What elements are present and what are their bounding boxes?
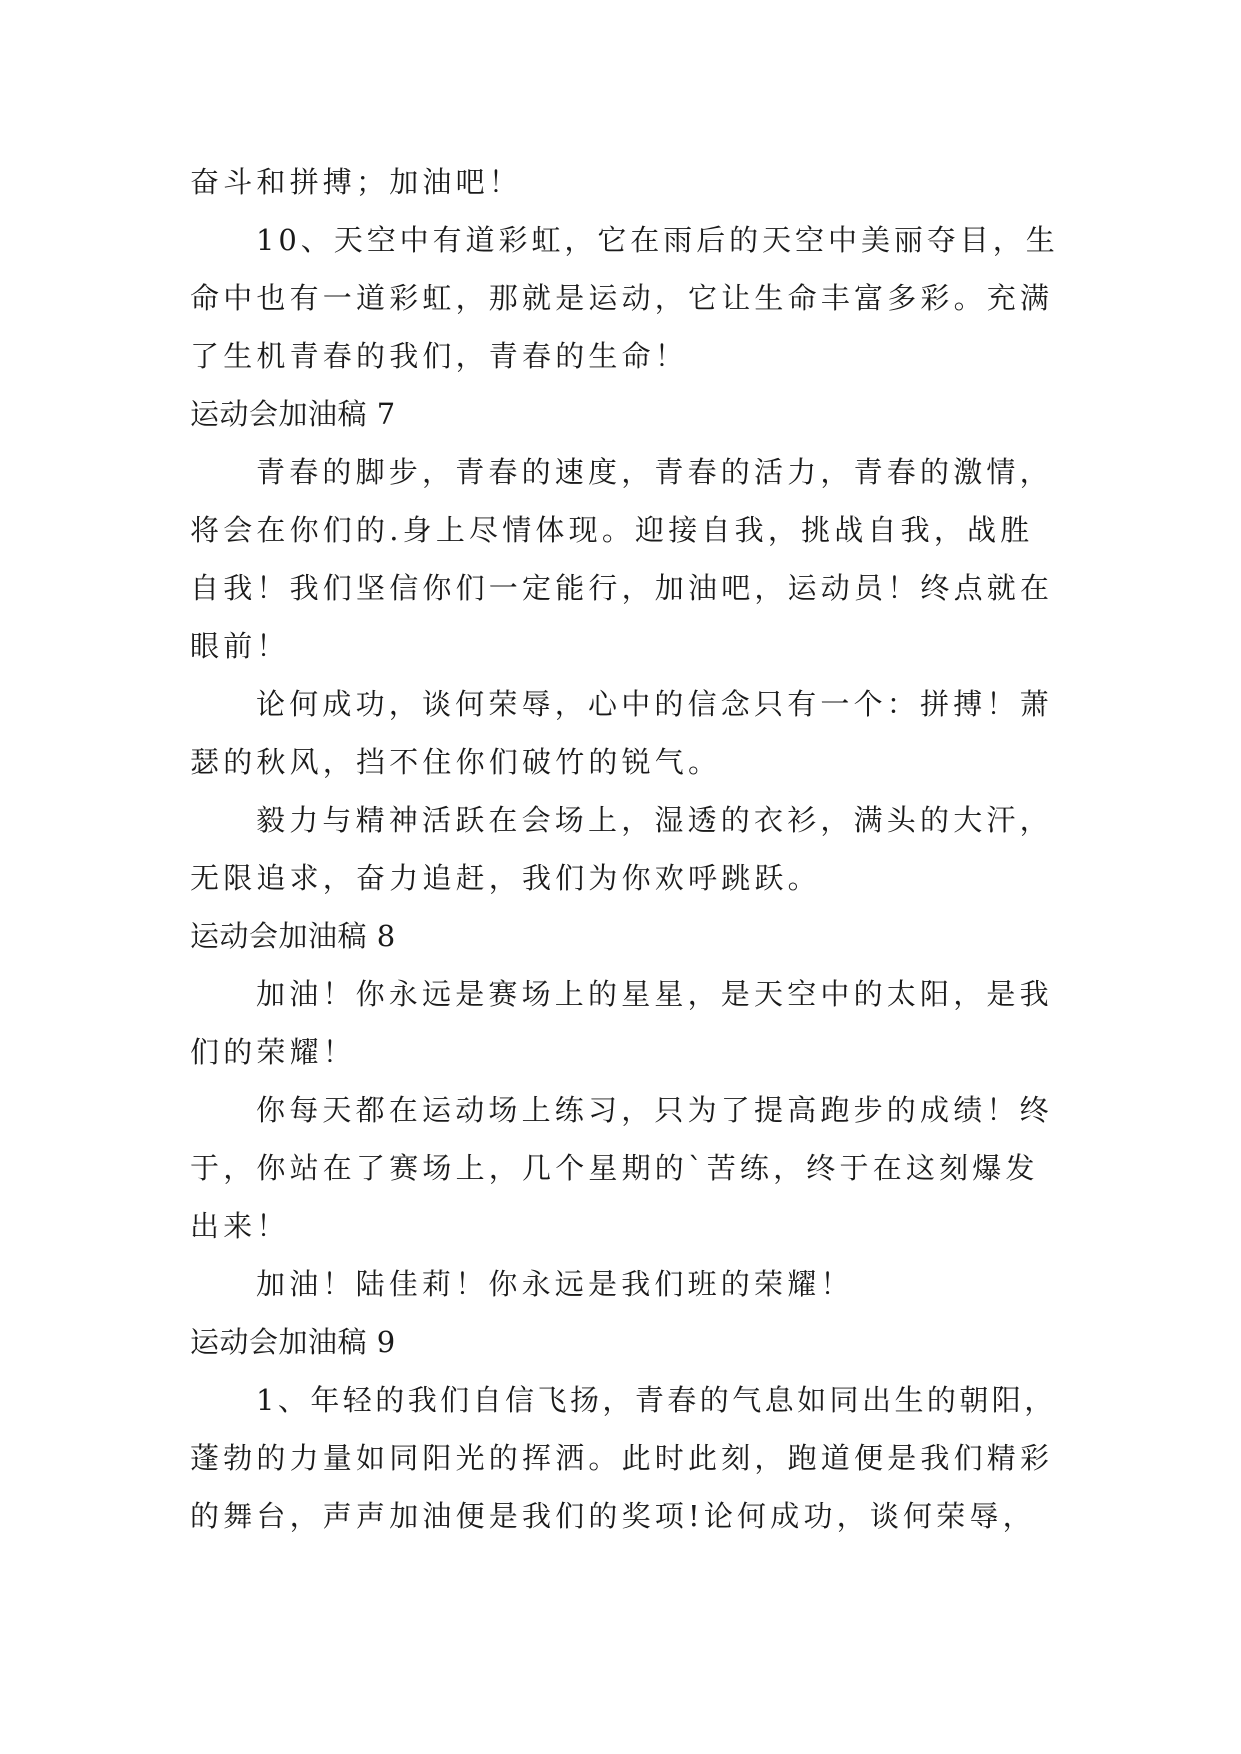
text-line: 加油！你永远是赛场上的星星，是天空中的太阳，是我 <box>256 977 1053 1011</box>
text-line: 了生机青春的我们，青春的生命！ <box>190 339 689 373</box>
text-line: 们的荣耀！ <box>190 1035 357 1069</box>
text-line: 蓬勃的力量如同阳光的挥洒。此时此刻，跑道便是我们精彩 <box>190 1441 1054 1475</box>
section-heading: 运动会加油稿 8 <box>190 919 396 953</box>
text-line: 自我！我们坚信你们一定能行，加油吧，运动员！终点就在 <box>190 571 1054 605</box>
text-line: 出来！ <box>190 1209 290 1243</box>
section-heading: 运动会加油稿 9 <box>190 1325 396 1359</box>
text-line: 1、年轻的我们自信飞扬，青春的气息如同出生的朝阳， <box>256 1383 1057 1417</box>
text-line: 10、天空中有道彩虹，它在雨后的天空中美丽夺目，生 <box>256 223 1059 257</box>
text-line: 眼前！ <box>190 629 290 663</box>
text-line: 加油！陆佳莉！你永远是我们班的荣耀！ <box>256 1267 854 1301</box>
text-line: 于，你站在了赛场上，几个星期的`苦练，终于在这刻爆发 <box>190 1151 1039 1185</box>
text-line: 将会在你们的.身上尽情体现。迎接自我，挑战自我，战胜 <box>190 513 1034 547</box>
section-heading: 运动会加油稿 7 <box>190 397 396 431</box>
text-line: 你每天都在运动场上练习，只为了提高跑步的成绩！终 <box>256 1093 1053 1127</box>
text-line: 论何成功，谈何荣辱，心中的信念只有一个：拼搏！萧 <box>256 687 1053 721</box>
text-line: 青春的脚步，青春的速度，青春的活力，青春的激情， <box>256 455 1053 489</box>
document-body <box>190 153 1060 1545</box>
text-line: 瑟的秋风，挡不住你们破竹的锐气。 <box>190 745 722 779</box>
text-line: 的舞台，声声加油便是我们的奖项!论何成功，谈何荣辱， <box>190 1499 1036 1533</box>
text-line: 毅力与精神活跃在会场上，湿透的衣衫，满头的大汗， <box>256 803 1053 837</box>
text-line: 无限追求，奋力追赶，我们为你欢呼跳跃。 <box>190 861 821 895</box>
text-line: 命中也有一道彩虹，那就是运动，它让生命丰富多彩。充满 <box>190 281 1054 315</box>
text-line: 奋斗和拼搏；加油吧！ <box>190 165 523 199</box>
